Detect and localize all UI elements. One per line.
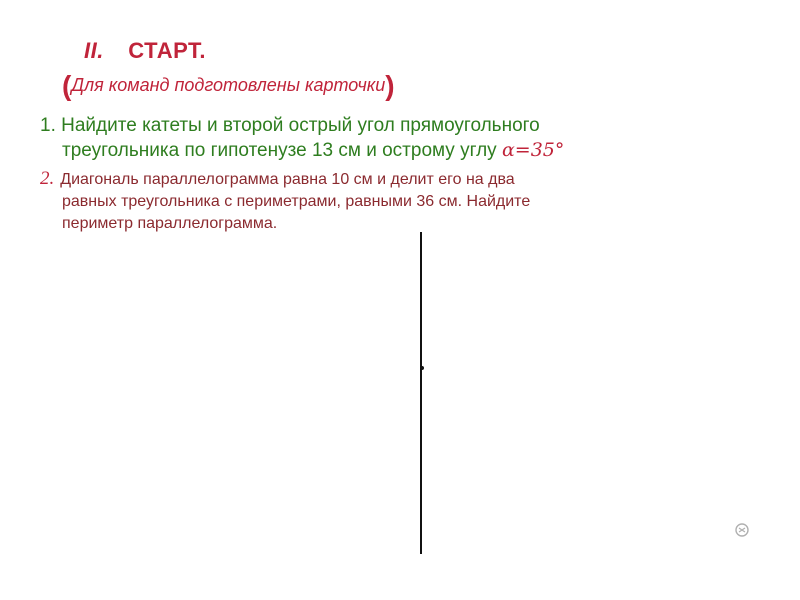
- task-2-text-line-1: Диагональ параллелограмма равна 10 см и делит его на два: [60, 171, 515, 188]
- task-2: [40, 168, 530, 235]
- slide-title: СТАРТ.: [128, 38, 207, 63]
- task-2-number: 2.: [40, 168, 55, 189]
- task-2-line-2: равных треугольника с периметрами, равными 36 см. Найдите: [62, 193, 531, 210]
- task-1-line-2: [40, 138, 564, 163]
- task-1-number: 1.: [40, 115, 56, 136]
- divider-dot: [420, 366, 424, 370]
- close-paren: ): [385, 70, 395, 101]
- slide-heading: [84, 38, 206, 72]
- subtitle-text: Для команд подготовлены карточки: [71, 75, 386, 95]
- task-1-line-1: [40, 114, 564, 138]
- section-number: II.: [84, 38, 104, 63]
- task-2-line-1: [40, 168, 530, 191]
- open-paren: (: [62, 70, 72, 101]
- subtitle: [62, 70, 395, 102]
- task-1: [40, 114, 564, 163]
- task-2-line-3: периметр параллелограмма.: [62, 215, 278, 232]
- task-1-text-line-2: треугольника по гипотенузе 13 см и острому углу: [62, 140, 497, 161]
- sound-icon[interactable]: [734, 522, 750, 538]
- angle-formula: α=35°: [501, 139, 565, 161]
- task-1-text-line-1: Найдите катеты и второй острый угол прямоугольного: [61, 115, 540, 136]
- vertical-divider: [420, 232, 422, 554]
